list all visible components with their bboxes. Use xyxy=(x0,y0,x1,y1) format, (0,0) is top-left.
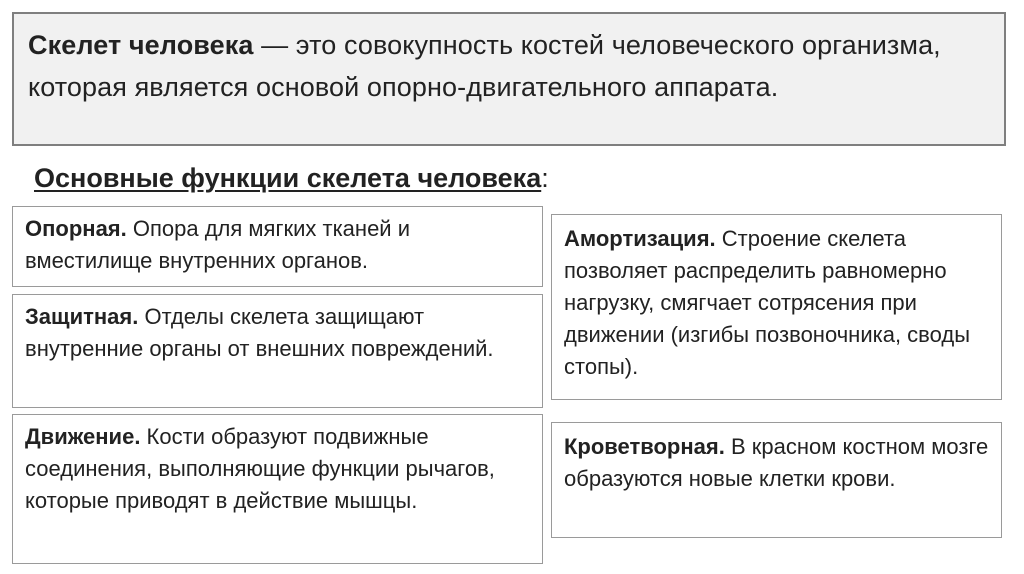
function-title: Движение. xyxy=(25,424,141,449)
heading-suffix: : xyxy=(541,163,549,193)
heading-text: Основные функции скелета человека xyxy=(34,163,542,193)
function-card-protective xyxy=(12,294,543,408)
function-text: Отделы скелета защищают внутренние органы от внешних повреждений. xyxy=(25,304,494,361)
function-card-shock-absorption xyxy=(551,214,1002,400)
function-card-hematopoietic xyxy=(551,422,1002,538)
function-text: Опора для мягких тканей и вместилище внутренних органов. xyxy=(25,216,410,273)
function-title: Кроветворная. xyxy=(564,434,725,459)
function-text: В красном костном мозге образуются новые клетки крови. xyxy=(564,434,989,491)
definition-box xyxy=(12,12,1006,146)
function-card-support xyxy=(12,206,543,287)
function-title: Защитная. xyxy=(25,304,139,329)
function-card-movement xyxy=(12,414,543,564)
function-title: Опорная. xyxy=(25,216,127,241)
definition-text: — это совокупность костей человеческого организма, которая является основой опорно-двигательного аппарата. xyxy=(28,30,941,102)
section-heading xyxy=(34,158,549,198)
function-text: Строение скелета позволяет распределить равномерно нагрузку, смягчает сотрясения при движении (изгибы позвоночника, своды стопы). xyxy=(564,226,971,379)
function-text: Кости образуют подвижные соединения, выполняющие функции рычагов, которые приводят в действие мышцы. xyxy=(25,424,495,513)
function-title: Амортизация. xyxy=(564,226,716,251)
definition-term: Скелет человека xyxy=(28,30,254,60)
